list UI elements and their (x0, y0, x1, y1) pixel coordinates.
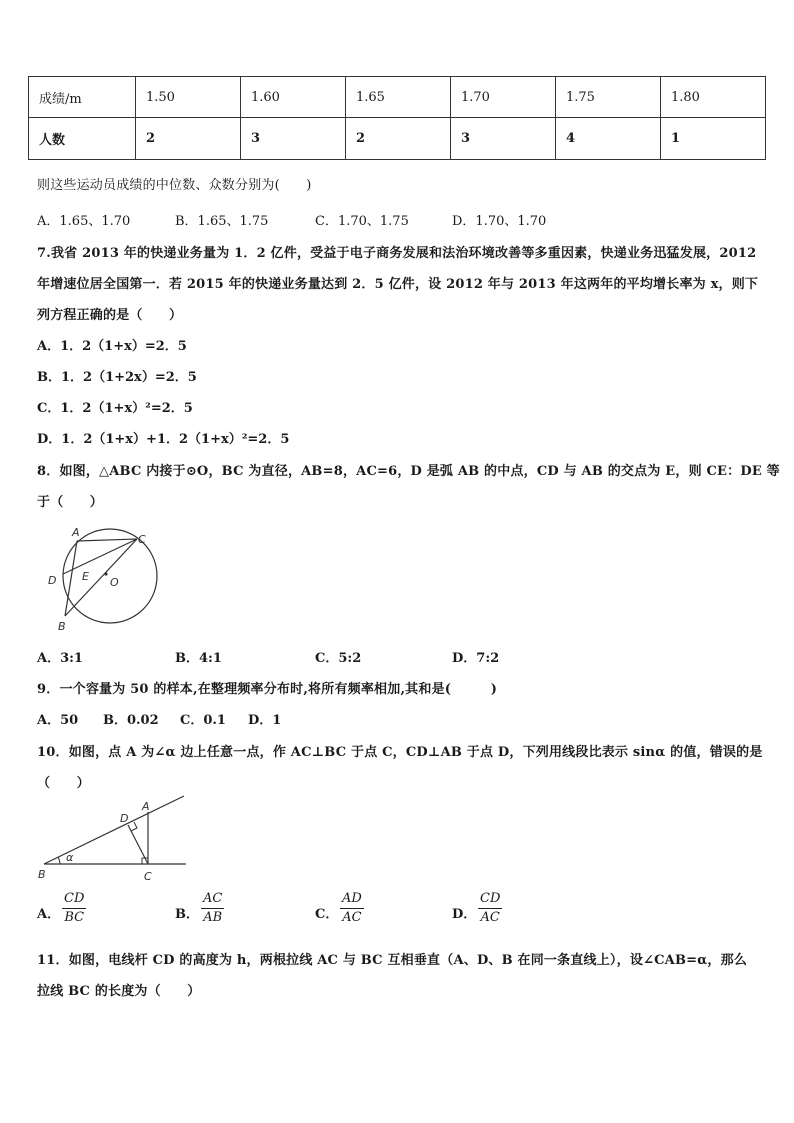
table-cell: 1.60 (241, 77, 346, 118)
q7-stem-line2: 年增速位居全国第一．若 2015 年的快递业务量达到 2．5 亿件，设 2012 年与 2013 年这两年的平均增长率为 x，则下 (37, 277, 759, 292)
fraction-numerator: AD (340, 890, 364, 909)
q6-stem: 则这些运动员成绩的中位数、众数分别为( ) (37, 178, 312, 193)
q10-stem-line1: 10．如图，点 A 为∠α 边上任意一点，作 AC⊥BC 于点 C，CD⊥AB 于点 D，下列用线段比表示 sinα 的值，错误的是 (37, 745, 763, 760)
fraction-denominator: BC (64, 910, 85, 925)
label-d: D (120, 812, 129, 825)
fraction-denominator: AB (203, 910, 223, 925)
angle-geometry-figure (36, 792, 191, 884)
table-row (29, 118, 766, 160)
table-cell: 1.80 (661, 77, 766, 118)
table-cell: 1.75 (556, 77, 661, 118)
q10-option-c-letter: C． (315, 907, 339, 922)
q7-stem-line1: 7.我省 2013 年的快递业务量为 1．2 亿件，受益于电子商务发展和法治环境改善等多重因素，快递业务迅猛发展，2012 (37, 246, 757, 261)
q10-option-a-letter: A． (37, 907, 61, 922)
q6-option-d: D．1.70、1.70 (452, 214, 547, 229)
q11-stem-line2: 拉线 BC 的长度为（ ） (37, 984, 201, 999)
segment-ac (77, 539, 137, 541)
q10-option-b-fraction (201, 890, 224, 927)
fraction-denominator: AC (480, 910, 500, 925)
q8-option-d: D．7:2 (452, 651, 500, 666)
q7-option-b: B．1．2（1+2x）=2．5 (37, 370, 197, 385)
q11-stem-line1: 11．如图，电线杆 CD 的高度为 h，两根拉线 AC 与 BC 互相垂直（A、D、B 在同一条直线上），设∠CAB=α，那么 (37, 953, 748, 968)
table-cell: 3 (241, 118, 346, 160)
label-o: O (110, 576, 119, 589)
q10-stem-line2: （ ） (37, 776, 90, 791)
q9-option-a: A．50 (37, 713, 79, 728)
label-alpha: α (66, 851, 74, 864)
q9-option-b: B．0.02 (103, 713, 159, 728)
table-cell: 1.65 (346, 77, 451, 118)
ray-ba (44, 796, 184, 864)
q10-option-d-letter: D． (452, 907, 477, 922)
right-angle-mark-d (131, 822, 137, 831)
q7-stem-line3: 列方程正确的是（ ） (37, 308, 183, 323)
table-cell: 2 (346, 118, 451, 160)
q10-option-d-fraction (478, 890, 502, 927)
table-cell: 1.70 (451, 77, 556, 118)
score-table (28, 76, 766, 160)
table-cell: 3 (451, 118, 556, 160)
table-row (29, 77, 766, 118)
q7-option-a: A．1．2（1+x）=2．5 (37, 339, 187, 354)
q6-option-c: C．1.70、1.75 (315, 214, 409, 229)
table-cell: 2 (136, 118, 241, 160)
label-b: B (58, 620, 66, 632)
q9-option-c: C．0.1 (180, 713, 226, 728)
center-point (104, 572, 107, 575)
q7-option-c: C．1．2（1+x）²=2．5 (37, 401, 193, 416)
fraction-numerator: AC (201, 890, 224, 909)
table-cell: 1.50 (136, 77, 241, 118)
label-a: A (142, 800, 150, 813)
circle-geometry-figure (40, 522, 165, 632)
q8-option-c: C．5:2 (315, 651, 362, 666)
fraction-denominator: AC (342, 910, 362, 925)
q6-option-b: B．1.65、1.75 (175, 214, 269, 229)
fraction-numerator: CD (62, 890, 86, 909)
q10-option-c-fraction (340, 890, 364, 927)
q10-option-a-fraction (62, 890, 86, 927)
q8-option-a: A．3:1 (37, 651, 83, 666)
label-c: C (144, 870, 152, 883)
table-cell: 1 (661, 118, 766, 160)
table-cell: 人数 (29, 118, 136, 160)
fraction-numerator: CD (478, 890, 502, 909)
q8-option-b: B．4:1 (175, 651, 222, 666)
q8-stem-line2: 于（ ） (37, 495, 104, 510)
label-c: C (138, 533, 146, 546)
q10-option-b-letter: B． (175, 907, 199, 922)
table-cell: 成绩/m (29, 77, 136, 118)
label-e: E (82, 570, 89, 583)
label-d: D (48, 574, 57, 587)
q9-stem: 9．一个容量为 50 的样本,在整理频率分布时,将所有频率相加,其和是( ) (37, 682, 498, 697)
label-b: B (38, 868, 46, 881)
angle-arc (58, 857, 60, 864)
q8-stem-line1: 8．如图，△ABC 内接于⊙O，BC 为直径，AB=8，AC=6，D 是弧 AB 的中点，CD 与 AB 的交点为 E，则 CE：DE 等 (37, 464, 780, 479)
q7-option-d: D．1．2（1+x）+1．2（1+x）²=2．5 (37, 432, 290, 447)
q6-option-a: A．1.65、1.70 (37, 214, 131, 229)
label-a: A (72, 526, 80, 539)
table-cell: 4 (556, 118, 661, 160)
q9-option-d: D．1 (248, 713, 282, 728)
